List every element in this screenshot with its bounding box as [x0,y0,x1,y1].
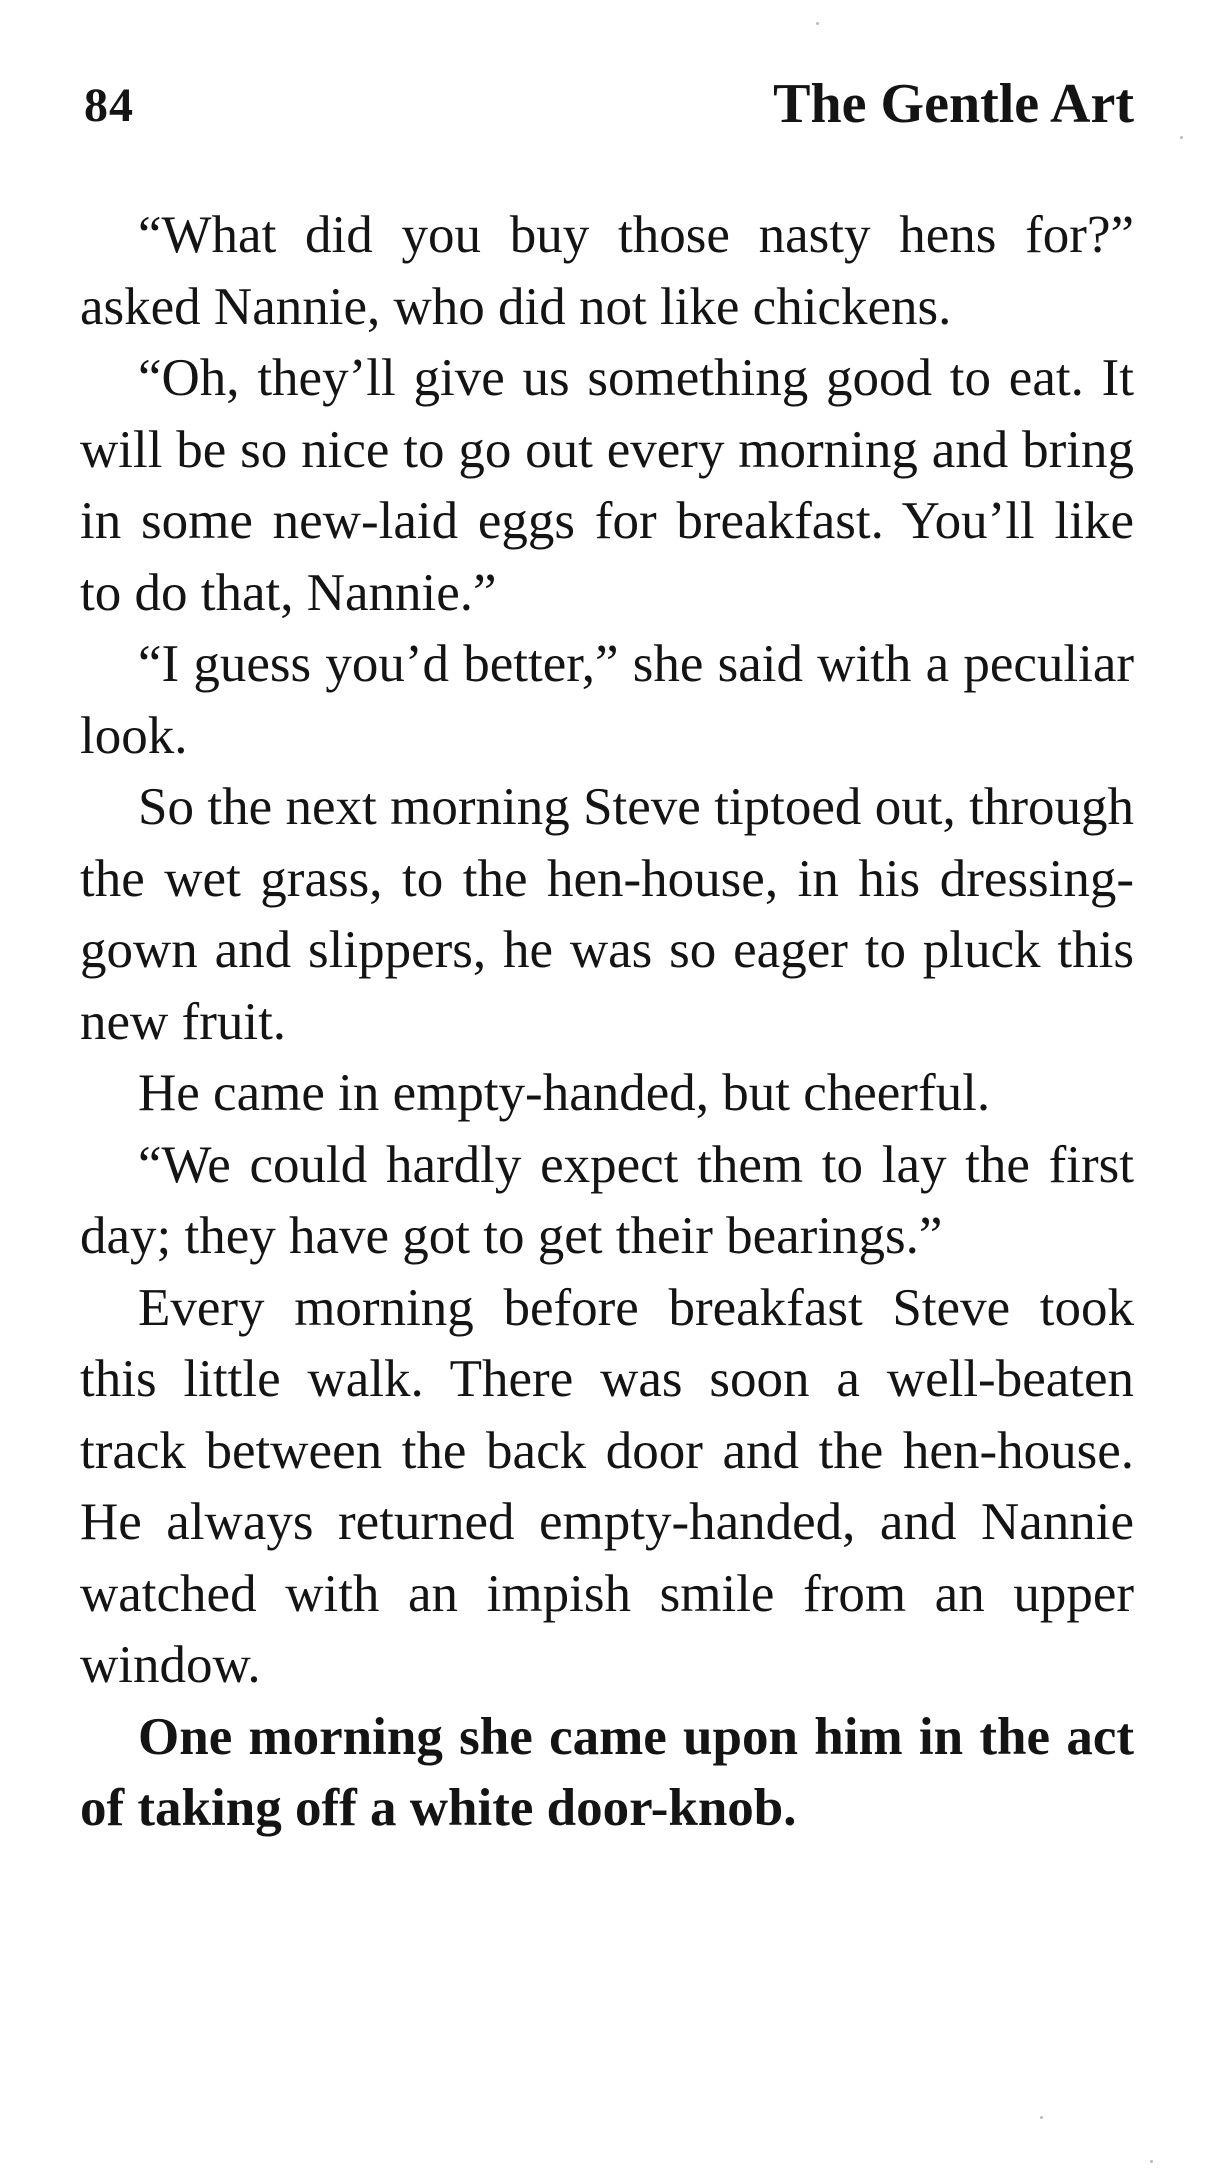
paragraph: “Oh, they’ll give us something good to eat. It will be so nice to go out every morning and bring in some new-laid eggs for breakfast. You’ll like to do that, Nannie.” [80,349,1134,622]
paragraph: He came in empty-handed, but cheerful. [138,1064,991,1122]
paragraph: Every morning before breakfast Steve took this little walk. There was soon a well-beaten track between the back door and the hen-house. He always returned empty-handed, and Nannie watched with an impish smile from an upper window. [80,1278,1134,1694]
scan-speck [1040,2116,1043,2119]
page-number: 84 [84,79,134,132]
paragraph: “What did you buy those nasty hens for?” asked Nannie, who did not like chickens. [80,206,1134,336]
running-title: The Gentle Art [773,73,1134,135]
scan-speck [816,22,819,25]
scan-speck [1180,136,1183,139]
paragraph: So the next morning Steve tiptoed out, through the wet grass, to the hen-house, in his dressing-gown and slippers, he was so eager to pluck this new fruit. [80,778,1134,1051]
paragraph: “I guess you’d better,” she said with a peculiar look. [80,635,1134,765]
paragraph: “We could hardly expect them to lay the first day; they have got to get their bearings.” [80,1135,1134,1265]
body-text [80,200,1134,1845]
page-header [84,72,1134,152]
paragraph: One morning she came upon him in the act of taking off a white door-knob. [80,1707,1134,1837]
scan-speck [1150,2160,1153,2163]
